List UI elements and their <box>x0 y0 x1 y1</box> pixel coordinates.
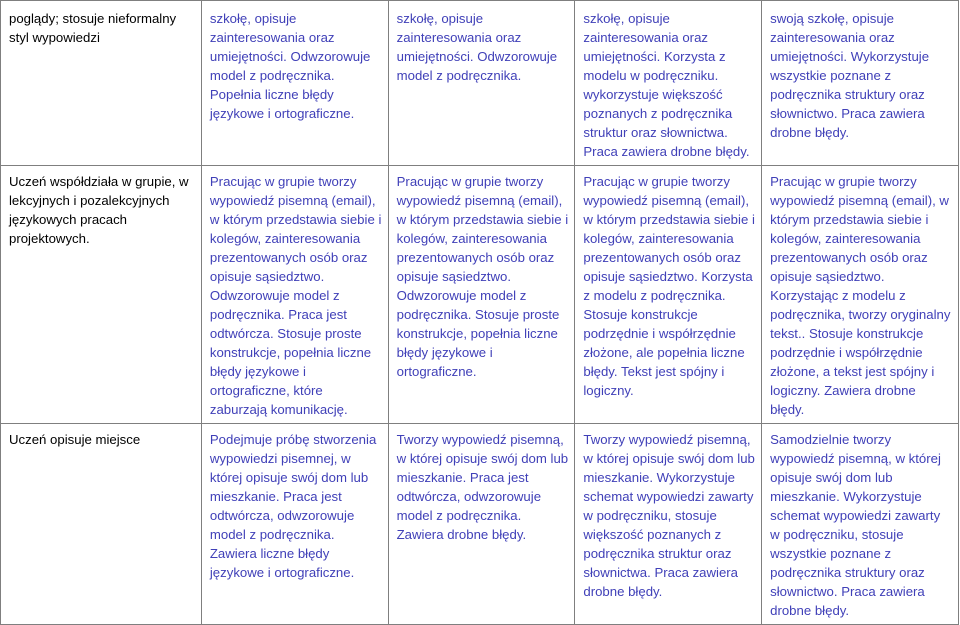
grade-description: Podejmuje próbę stworzenia wypowiedzi pisemnej, w której opisuje swój dom lub mieszkanie. Praca jest odtwórcza, odwzorowuje model z podręcznika. Zawiera liczne błędy językowe i ortograficzne. <box>209 432 377 580</box>
grade-cell <box>762 1 959 166</box>
grade-cell <box>201 424 388 625</box>
grade-description: Pracując w grupie tworzy wypowiedź pisemną (email), w którym przedstawia siebie i kolegów, zainteresowania prezentowanych osób oraz opisuje sąsiedztwo. Korzysta z modelu z podręcznika. Stosuje konstrukcje podrzędnie i współrzędnie złożone, ale popełnia liczne błędy. Tekst jest spójny i logiczny. <box>583 174 755 398</box>
grade-description: szkołę, opisuje zainteresowania oraz umiejętności. Korzysta z modelu w podręczniku. wykorzystuje większość poznanych z podręcznika struktur oraz słownictwa. Praca zawiera drobne błędy. <box>583 11 750 159</box>
grade-cell <box>762 166 959 424</box>
grade-cell <box>388 424 575 625</box>
grade-description: swoją szkołę, opisuje zainteresowania oraz umiejętności. Wykorzystuje wszystkie poznane z podręcznika struktury oraz słownictwo. Praca zawiera drobne błędy. <box>770 11 930 140</box>
grade-description: szkołę, opisuje zainteresowania oraz umiejętności. Odwzorowuje model z podręcznika. <box>396 11 558 83</box>
grade-description: Pracując w grupie tworzy wypowiedź pisemną (email), w którym przedstawia siebie i kolegów, zainteresowania prezentowanych osób oraz opisuje sąsiedztwo. Korzystając z modelu z podręcznika, tworzy oryginalny tekst.. Stosuje konstrukcje podrzędnie i współrzędnie złożone, a tekst jest spójny i logiczny. Zawiera drobne błędy. <box>770 174 951 417</box>
grade-cell <box>201 1 388 166</box>
grade-cell <box>575 424 762 625</box>
grade-description: Samodzielnie tworzy wypowiedź pisemną, w której opisuje swój dom lub mieszkanie. Wykorzystuje schemat wypowiedzi zawarty w podręczniku, stosuje wszystkie poznane z podręcznika struktury oraz słownictwo. Praca zawiera drobne błędy. <box>770 432 941 618</box>
criterion-cell <box>1 166 202 424</box>
grade-cell <box>575 166 762 424</box>
grade-cell <box>388 1 575 166</box>
grade-cell <box>575 1 762 166</box>
table-row <box>1 166 959 424</box>
grade-description: Tworzy wypowiedź pisemną, w której opisuje swój dom lub mieszkanie. Praca jest odtwórcza, odwzorowuje model z podręcznika. Zawiera drobne błędy. <box>396 432 569 542</box>
grade-description: Pracując w grupie tworzy wypowiedź pisemną (email), w którym przedstawia siebie i kolegów, zainteresowania prezentowanych osób oraz opisuje sąsiedztwo. Odwzorowuje model z podręcznika. Stosuje proste konstrukcje, popełnia liczne błędy językowe i ortograficzne. <box>396 174 569 379</box>
criterion-text: Uczeń współdziała w grupie, w lekcyjnych i pozalekcyjnych językowych pracach projektowych. <box>9 174 189 246</box>
grade-description: Pracując w grupie tworzy wypowiedź pisemną (email), w którym przedstawia siebie i kolegów, zainteresowania prezentowanych osób oraz opisuje sąsiedztwo. Odwzorowuje model z podręcznika. Praca jest odtwórcza. Stosuje proste konstrukcje, popełnia liczne błędy językowe i ortograficzne, które zaburzają komunikację. <box>209 174 382 417</box>
grade-cell <box>388 166 575 424</box>
table-row <box>1 1 959 166</box>
criterion-text: Uczeń opisuje miejsce <box>9 432 141 447</box>
grade-cell <box>762 424 959 625</box>
grade-cell <box>201 166 388 424</box>
grade-description: Tworzy wypowiedź pisemną, w której opisuje swój dom lub mieszkanie. Wykorzystuje schemat wypowiedzi zawarty w podręczniku, stosuje większość poznanych z podręcznika struktur oraz słownictwa. Praca zawiera drobne błędy. <box>583 432 755 599</box>
grade-description: szkołę, opisuje zainteresowania oraz umiejętności. Odwzorowuje model z podręcznika. Popełnia liczne błędy językowe i ortograficzne. <box>209 11 371 121</box>
criterion-text: poglądy; stosuje nieformalny styl wypowiedzi <box>9 11 177 45</box>
criterion-cell <box>1 1 202 166</box>
table-row <box>1 424 959 625</box>
criterion-cell <box>1 424 202 625</box>
